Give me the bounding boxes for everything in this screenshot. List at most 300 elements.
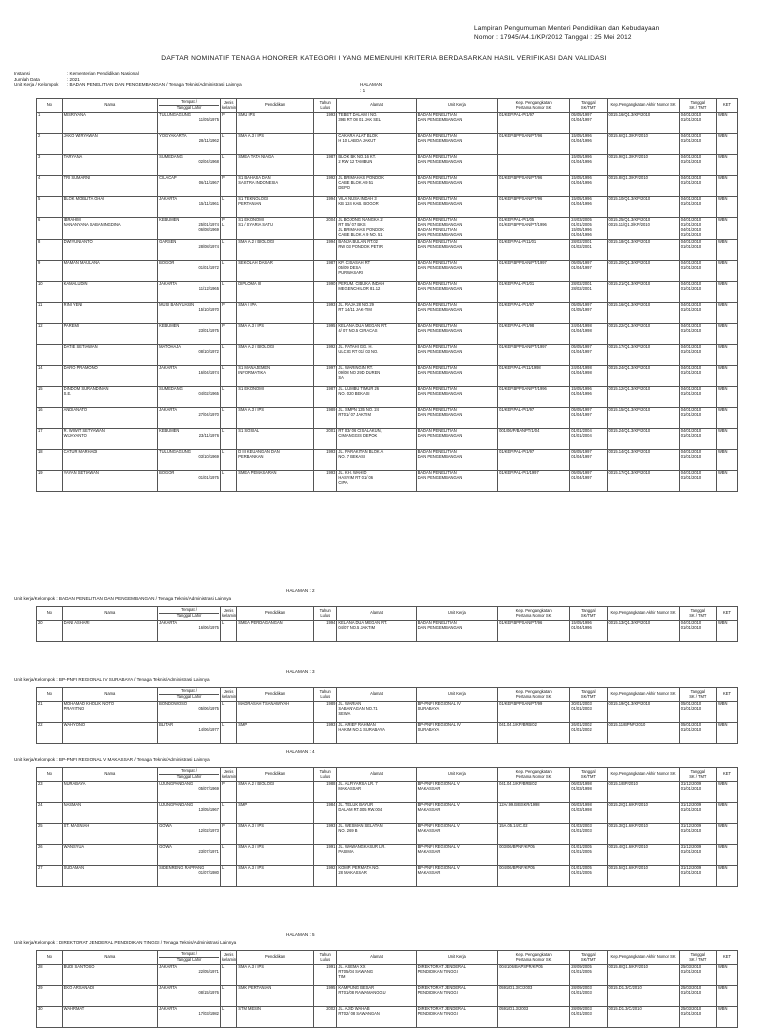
col-pendidikan-header [237, 607, 314, 621]
col-kep-pertama-header [498, 99, 570, 113]
col-tanggal-sk-header [570, 607, 607, 621]
cell-line: 15A.05.14/C.02 [499, 823, 528, 828]
cell-line: DAN PENGEMBANGAN [417, 432, 463, 438]
cell-line: 0015.2/Q1.6/KP/2010 [608, 802, 648, 807]
cell-line: kelamin [221, 693, 237, 699]
cell-line: 0591/D1.3/C/2003 [499, 985, 533, 990]
cell-line: 0015.10/Q1.3/KP/2010 [608, 196, 651, 201]
cell-line: SUMEDANG [159, 386, 183, 391]
cell-line: 0015.8/Q1.5/KP/2010 [608, 964, 648, 969]
cell-line: ULCIG RT 01/ 03 NO. [338, 348, 379, 354]
cell-line: 0015.18/Q1.3/KP/2010 [608, 239, 651, 244]
cell-line: 004/06/BPNF/KP05 [499, 865, 535, 870]
cell-tempat-tanggal [158, 408, 221, 429]
cell-line: 041.04.1/KP/BRB/02 [499, 781, 537, 786]
cell-unit-kerja [416, 366, 498, 387]
cell-tempat-tanggal [158, 345, 221, 366]
cell-line: 0015.25/Q1.3/KP/2010 [608, 217, 651, 222]
cell-line: 01/03/2003 [571, 823, 592, 828]
cell-line: L [221, 722, 225, 727]
cell-unit-kerja [416, 824, 498, 845]
cell-ket [716, 621, 737, 642]
col-tahun-lulus-header [314, 688, 337, 702]
cell-line: PENDIDIKAN TINGGI [417, 968, 458, 974]
cell-no [37, 965, 63, 986]
cell-unit-kerja [416, 345, 498, 366]
col-alamat-header [337, 607, 416, 621]
cell-line: 01/KEP.BPPSAN/PT/96 [499, 133, 543, 138]
cell-line: 0015.6/Q1.3/KP/2010 [608, 133, 648, 138]
cell-line: 12 [38, 323, 43, 328]
cell-line: 0015.5/Q1.6/KP/2010 [608, 865, 648, 870]
instansi-value: : Kementerian Pendidikan Nasional [67, 71, 139, 76]
cell-line: 01/01/2005 [571, 844, 592, 849]
cell-line: H 10 LABOA JAKUT [338, 137, 376, 143]
cell-tahun-lulus [314, 155, 337, 176]
cell-tempat-tanggal [158, 723, 221, 744]
col-tanggal-akhir-header [679, 99, 716, 113]
cell-line: HASYIM RT 01/ 06 [338, 474, 374, 480]
col-tempat-tanggal-header [158, 951, 221, 965]
unit-kerja-label: Unit kerja/Kelompok : DIREKTORAT JENDERAL PENDIDIKAN TINGGI / Tenaga Teknis/Administrasi Lainnya [14, 940, 237, 945]
cell-tanggal-akhir [679, 113, 716, 134]
cell-line: 28/08/1974 [198, 243, 219, 249]
cell-alamat [337, 408, 416, 429]
cell-tanggal-akhir [679, 366, 716, 387]
cell-jenis-kelamin [220, 782, 236, 803]
cell-line: SMP [238, 802, 248, 807]
col-pendidikan-header [237, 688, 314, 702]
cell-pendidikan [237, 408, 314, 429]
cell-tempat-tanggal [158, 176, 221, 197]
table-row [37, 324, 738, 345]
cell-line: WBN [717, 844, 728, 849]
cell-no [37, 282, 63, 303]
cell-nama [62, 1007, 157, 1028]
cell-line: 04/01/2010 [680, 470, 702, 475]
cell-tanggal-akhir [679, 803, 716, 824]
cell-line: MAMAN MAULANA [63, 260, 100, 265]
cell-ket [716, 261, 737, 282]
cell-line: 1993 [326, 112, 336, 117]
cell-line: CATUR MARHADI [63, 449, 98, 454]
cell-line: JL. WARIAN [338, 701, 362, 706]
cell-line: 04/01/2010 [680, 175, 702, 180]
cell-unit-kerja [416, 621, 498, 642]
cell-line: kelamin [221, 612, 237, 618]
cell-kep-akhir [607, 408, 679, 429]
cell-pendidikan [237, 866, 314, 887]
cell-line: SMA A.3 / IPS [238, 823, 264, 828]
cell-tempat-tanggal [158, 261, 221, 282]
cell-tahun-lulus [314, 408, 337, 429]
cell-line: S1 SOSIAL [238, 428, 260, 433]
cell-line: BADAN PENELITIAN [417, 428, 457, 433]
cell-pendidikan [237, 155, 314, 176]
cell-alamat [337, 1007, 416, 1028]
col-ket-header [716, 607, 737, 621]
cell-line: Nama [104, 102, 116, 108]
cell-line: SMEA TATA NIAGA [238, 154, 274, 159]
cell-line: BADAN PENELITIAN [417, 620, 457, 625]
cell-no [37, 450, 63, 471]
cell-tahun-lulus [314, 345, 337, 366]
cell-kep-pertama [498, 303, 570, 324]
col-jenis-kelamin-header [220, 768, 236, 782]
col-tanggal-akhir-header [679, 607, 716, 621]
cell-tahun-lulus [314, 366, 337, 387]
cell-line: Jenis [223, 768, 234, 774]
cell-line: 0015.3/Q1.6/KP/2010 [608, 823, 648, 828]
cell-kep-akhir [607, 134, 679, 155]
cell-unit-kerja [416, 702, 498, 723]
cell-no [37, 803, 63, 824]
cell-tahun-lulus [314, 450, 337, 471]
cell-line: P [221, 823, 225, 828]
col-ket-header [716, 99, 737, 113]
cell-line: 01/KEP.BPPSAN/PT/1997 [499, 344, 547, 349]
cell-line: JL BRIMAHAS PONDOK [338, 175, 384, 180]
cell-line: BADAN PENELITIAN [417, 112, 457, 117]
cell-no [37, 240, 63, 261]
cell-line: DAN PENGEMBANGAN [417, 221, 463, 227]
cell-line: JL. LUMBU TIMUR 26 [338, 386, 380, 391]
cell-line: 01/01/2010 [680, 264, 702, 270]
cell-kep-akhir [607, 197, 679, 218]
halaman-value: 1 [362, 87, 366, 93]
cell-line: Nama [104, 610, 116, 616]
col-kep-pertama-header [498, 607, 570, 621]
cell-jenis-kelamin [220, 986, 236, 1007]
cell-no [37, 324, 63, 345]
cell-line: 04/07 NO.5 JAKTIM [338, 624, 376, 630]
cell-line: L [221, 221, 225, 227]
cell-line: 20 [38, 620, 43, 625]
cell-line: BOGOR [159, 470, 175, 475]
cell-kep-akhir [607, 282, 679, 303]
lampiran-line: Lampiran Pengumuman Menteri Pendidikan dan Kebudayaan [474, 25, 660, 32]
cell-line: 1995 [326, 323, 336, 328]
cell-line: Nama [104, 771, 116, 777]
cell-line: DIREKTORAT JENDERAL [417, 964, 467, 969]
cell-line: 05/05/1997 [571, 344, 592, 349]
table-row [37, 450, 738, 471]
cell-line: JAKARTA [159, 281, 178, 286]
cell-line: 04/01/2010 [680, 239, 702, 244]
cell-jenis-kelamin [220, 155, 236, 176]
cell-alamat [337, 324, 416, 345]
cell-unit-kerja [416, 324, 498, 345]
cell-line: 23/07/1971 [198, 848, 219, 854]
cell-line: TEBET DALAM I NO. [338, 112, 378, 117]
cell-line: JL. KH. WAHID [338, 470, 367, 475]
cell-line: 1994 [326, 620, 336, 625]
cell-line: 05/05/1997 [571, 112, 592, 117]
cell-line: 1989 [326, 701, 336, 706]
cell-line: 01/04/1996 [571, 137, 592, 143]
cell-kep-pertama [498, 324, 570, 345]
cell-line: Pendidikan [265, 610, 286, 616]
cell-line: DEPO [338, 184, 350, 190]
table-row [37, 782, 738, 803]
cell-line: Tanggal [690, 688, 705, 694]
cell-line: 1987 [326, 154, 336, 159]
cell-line: 8 [38, 239, 41, 244]
cell-line: 05/05/1997 [571, 407, 592, 412]
cell-line: 31/12/2009 [680, 844, 702, 849]
cell-line: S1 BAHASA DAN [238, 175, 271, 180]
cell-line: 0015.4/Q1.6/KP/2010 [608, 844, 648, 849]
cell-tahun-lulus [314, 218, 337, 240]
cell-line: 01/01/2010 [680, 785, 702, 791]
cell-tanggal-sk [570, 197, 607, 218]
cell-alamat [337, 134, 416, 155]
cell-line: 01/03/1998 [571, 806, 592, 812]
cell-line: P [221, 323, 225, 328]
cell-line: 13/05/1967 [198, 806, 219, 812]
cell-line: Alamat [370, 610, 383, 616]
cell-line: L [221, 865, 225, 870]
cell-line: Tahun [319, 607, 331, 613]
cell-line: PENDIDIKAN TINGGI [417, 989, 458, 995]
cell-line: WBN [717, 133, 728, 138]
nominatif-table [36, 767, 738, 887]
cell-line: 28/02/2001 [571, 281, 592, 286]
cell-line: JL. ARIEF RAHMAN [338, 722, 376, 727]
cell-line: Nama [104, 691, 116, 697]
cell-line: 19 [38, 470, 43, 475]
cell-line: 1 [38, 112, 41, 117]
cell-line: NANANYANA SABANINGDINA [63, 221, 121, 227]
cell-line: WBN [717, 260, 728, 265]
cell-tempat-tanggal [158, 282, 221, 303]
cell-tempat-tanggal [158, 155, 221, 176]
cell-line: EKO ARSANADI [63, 985, 95, 990]
cell-line: KEBUMEN [159, 323, 180, 328]
cell-line: 28 MAKASSAR [338, 869, 367, 875]
cell-unit-kerja [416, 965, 498, 986]
cell-line: 31/12/2009 [680, 781, 702, 786]
cell-line: VILA NUSA INDAH 3 [338, 196, 377, 201]
cell-line: HAKIM NO.1 SURABAYA [338, 726, 385, 732]
cell-nama [62, 387, 157, 408]
cell-line: 004/106/BAPSPR/KP05 [499, 964, 543, 969]
cell-line: 01/01/2010 [680, 390, 702, 396]
cell-line: 16/06/1975 [198, 624, 219, 630]
cell-tanggal-akhir [679, 282, 716, 303]
cell-line: PERBANKAN [238, 453, 264, 459]
cell-line: 25 [38, 823, 43, 828]
cell-line: JL. WAWANGKASUR LR. [338, 844, 386, 849]
cell-tahun-lulus [314, 965, 337, 986]
cell-ket [716, 134, 737, 155]
cell-line: 01/01/2010 [680, 369, 702, 375]
cell-line: SEWA [338, 710, 351, 716]
cell-line: 01/01/2010 [680, 726, 702, 732]
cell-line: 30 [38, 1006, 43, 1011]
cell-line: 0015.1/BP/2010 [608, 781, 638, 786]
cell-tanggal-sk [570, 1007, 607, 1028]
cell-line: 2 RW 12 TAMBUN [338, 158, 373, 164]
cell-tanggal-akhir [679, 155, 716, 176]
cell-line: JAKARTA [159, 365, 178, 370]
cell-line: 01/01/2003 [571, 705, 592, 711]
cell-line: 25/03/2010 [680, 964, 702, 969]
cell-line: L [221, 281, 225, 286]
cell-nama [62, 471, 157, 492]
cell-pendidikan [237, 471, 314, 492]
cell-line: 05/05/1997 [571, 449, 592, 454]
cell-line: L [221, 1006, 225, 1011]
cell-line: WBN [717, 620, 728, 625]
cell-line: WANSYUA [63, 844, 85, 849]
cell-line: 09/08 NO 29D DUREN [338, 369, 381, 375]
header-text: Tempat / [181, 688, 197, 694]
cell-line: 4 [38, 175, 41, 180]
cell-line: 39B RT 08 01 JAK SEL [338, 116, 382, 122]
col-unit-kerja-header [416, 607, 498, 621]
cell-line: PASIMA [338, 848, 354, 854]
cell-kep-pertama [498, 1007, 570, 1028]
cell-alamat [337, 471, 416, 492]
cell-jenis-kelamin [220, 471, 236, 492]
halaman-label: HALAMAN : 5 [286, 932, 315, 937]
cell-ket [716, 387, 737, 408]
cell-line: Tahun [319, 768, 331, 774]
cell-line: 01/02/2001 [571, 243, 592, 249]
cell-ket [716, 702, 737, 723]
cell-pendidikan [237, 986, 314, 1007]
cell-tahun-lulus [314, 113, 337, 134]
cell-line: SK / TMT [689, 693, 707, 699]
col-pendidikan-header [237, 951, 314, 965]
cell-pendidikan [237, 621, 314, 642]
col-kep-pertama-header [498, 688, 570, 702]
cell-ket [716, 866, 737, 887]
cell-line: DAN PENGEMBANGAN [417, 264, 463, 270]
cell-unit-kerja [416, 113, 498, 134]
halaman-label: HALAMAN : 4 [286, 749, 315, 754]
cell-line: KAMALUDIN [63, 281, 88, 286]
cell-nama [62, 345, 157, 366]
cell-alamat [337, 782, 416, 803]
header-text: Tempat / [181, 99, 197, 105]
jumlah-value: : 2021 [67, 76, 80, 82]
cell-unit-kerja [416, 155, 498, 176]
cell-line: 01/01/1972 [198, 264, 219, 270]
cell-tahun-lulus [314, 824, 337, 845]
table-row [37, 282, 738, 303]
cell-line: 01/KEP.PAL-P/1/97 [499, 302, 535, 307]
cell-line: RT02/ 08 SAWANGAN [338, 1010, 380, 1016]
table-row [37, 155, 738, 176]
cell-tahun-lulus [314, 866, 337, 887]
cell-line: BADAN PENELITIAN [417, 407, 457, 412]
cell-line: JAKARTA [159, 407, 178, 412]
cell-line: P [221, 217, 225, 222]
cell-nama [62, 702, 157, 723]
cell-line: 29 [38, 985, 43, 990]
cell-tanggal-akhir [679, 824, 716, 845]
cell-tanggal-sk [570, 965, 607, 986]
cell-line: Pendidikan [265, 691, 286, 697]
col-tahun-lulus-header [314, 768, 337, 782]
cell-tanggal-akhir [679, 303, 716, 324]
cell-line: kelamin [221, 104, 237, 110]
cell-tempat-tanggal [158, 965, 221, 986]
col-kep-akhir-header [607, 607, 679, 621]
cell-line: SMA A.2 / BIOLOGI [238, 344, 275, 349]
cell-line: RT 05/ 07 BKS [338, 221, 366, 227]
table-row [37, 408, 738, 429]
cell-line: RT01/08 RAWAMANGGU [338, 989, 386, 995]
col-tanggal-sk-header [570, 951, 607, 965]
cell-line: MOHAMAD KHOLIK NOTO [63, 701, 115, 706]
cell-kep-akhir [607, 387, 679, 408]
cell-tanggal-sk [570, 986, 607, 1007]
table-row [37, 824, 738, 845]
cell-line: S.E. [63, 390, 72, 396]
cell-line: JL. WESMAN SELATAN [338, 823, 383, 828]
cell-line: TULUNGAGUNG [159, 112, 191, 117]
cell-line: 25/01/1974 [198, 221, 219, 227]
cell-line: 2 [38, 133, 41, 138]
cell-alamat [337, 450, 416, 471]
cell-line: BADAN PENELITIAN [417, 302, 457, 307]
cell-line: Pendidikan [265, 954, 286, 960]
cell-line: Kep. Pengangkatan [515, 607, 552, 613]
cell-tanggal-sk [570, 723, 607, 744]
cell-line: RT 03/ 06 CISALAKUN, [338, 428, 382, 433]
cell-ket [716, 366, 737, 387]
cell-line: DAN PENGEMBANGAN [417, 624, 463, 630]
cell-tanggal-sk [570, 176, 607, 197]
col-kep-akhir-header [607, 688, 679, 702]
cell-tempat-tanggal [158, 986, 221, 1007]
cell-pendidikan [237, 387, 314, 408]
cell-unit-kerja [416, 303, 498, 324]
table-row [37, 176, 738, 197]
cell-line: 01/KEP.PAL-P/1/1997 [499, 470, 539, 475]
cell-ket [716, 471, 737, 492]
cell-line: 01/KEP.PAL-P/1/97 [499, 112, 535, 117]
col-alamat-header [337, 688, 416, 702]
cell-jenis-kelamin [220, 303, 236, 324]
cell-line: Jenis [223, 99, 234, 105]
col-tempat-tanggal-header [158, 607, 221, 621]
cell-line: SK/TMT [580, 773, 596, 779]
cell-line: JL. ALFIYARSA LR. 7 [338, 781, 378, 786]
cell-kep-akhir [607, 218, 679, 240]
cell-line: CIPA [338, 479, 348, 485]
cell-line: CAKARA ALAT BLOK [338, 133, 378, 138]
cell-kep-pertama [498, 429, 570, 450]
cell-line: DAN PENGEMBANGAN [417, 306, 463, 312]
cell-kep-akhir [607, 621, 679, 642]
cell-line: 0015.19/Q1.3/KP/2010 [608, 701, 651, 706]
cell-line: 01/01/2010 [680, 806, 702, 812]
cell-line: SURABAYA [417, 726, 440, 732]
cell-line: JL. WARINGIN RT. [338, 365, 373, 370]
cell-kep-akhir [607, 824, 679, 845]
cell-unit-kerja [416, 471, 498, 492]
cell-line: S1 TEKNOLOGI [238, 196, 269, 201]
cell-line: DWIYUNIANTO [63, 239, 93, 244]
col-tanggal-akhir-header [679, 951, 716, 965]
col-ket-header [716, 768, 737, 782]
cell-jenis-kelamin [220, 387, 236, 408]
cell-line: L [221, 133, 225, 138]
